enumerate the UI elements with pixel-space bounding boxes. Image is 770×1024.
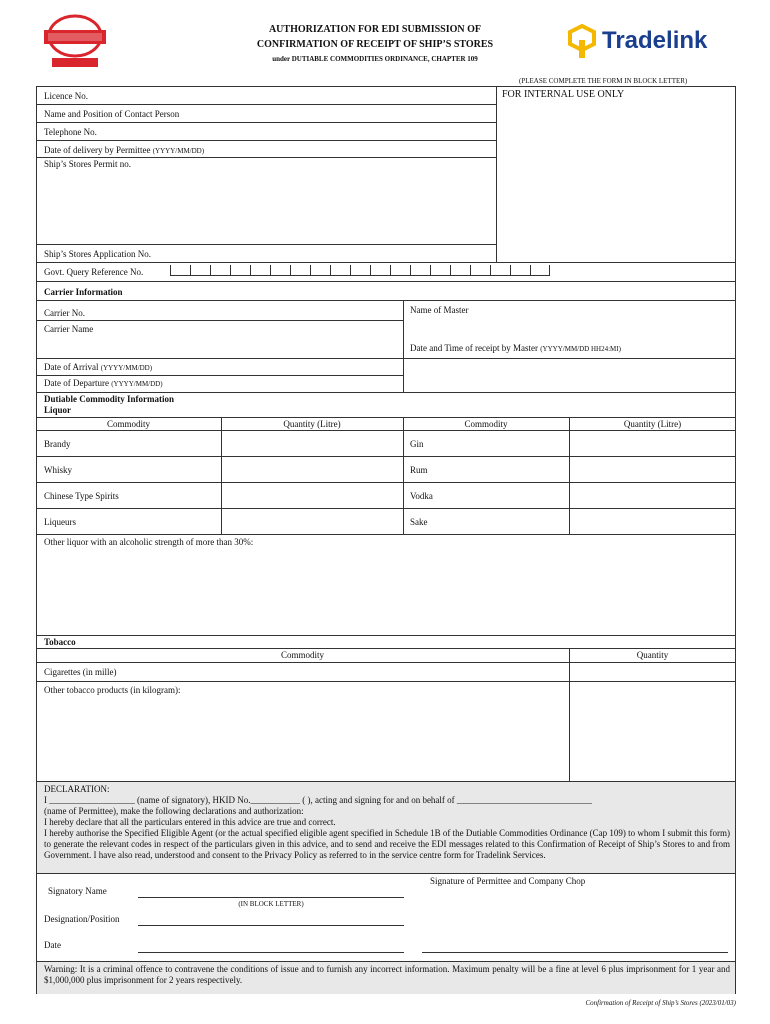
- liquor-item-rum: Rum: [410, 465, 428, 475]
- liquor-item-sake: Sake: [410, 517, 428, 527]
- arrival-date-label: Date of Arrival (YYYY/MM/DD): [44, 362, 153, 372]
- liquor-col-commodity-right: Commodity: [464, 419, 508, 429]
- liquor-item-brandy: Brandy: [44, 439, 71, 449]
- other-tobacco-label: Other tobacco products (in kilogram):: [44, 685, 181, 695]
- date-label: Date: [44, 940, 61, 950]
- declaration-line1: I ___________________ (name of signatory), HKID No.___________ ( ), acting and signing for and on behalf of ______________________________: [44, 795, 592, 805]
- date-line[interactable]: [138, 952, 404, 953]
- designation-line[interactable]: [138, 925, 404, 926]
- receipt-time-label: Date and Time of receipt by Master (YYYY/MM/DD HH24:MI): [410, 343, 621, 353]
- cigarettes-label: Cigarettes (in mille): [44, 667, 117, 677]
- carrier-name-label: Carrier Name: [44, 324, 94, 334]
- liquor-item-chinese-spirits: Chinese Type Spirits: [44, 491, 119, 501]
- carrier-section-title: Carrier Information: [44, 287, 123, 297]
- carrier-no-label: Carrier No.: [44, 308, 85, 318]
- form-title-line2: CONFIRMATION OF RECEIPT OF SHIP’S STORES: [256, 39, 494, 50]
- signature-label: Signature of Permittee and Company Chop: [430, 876, 586, 886]
- declaration-line4: I hereby authorise the Specified Eligible Agent (or the actual specified eligible agent specified in Schedule 1B of the Dutiable Commodities Ordinance (Cap 109) to whom I submit this form) to generate the relevant codes in respect of the particulars given in this advice, and to send and receive the EDI messages related to this Confirmation of Receipt of Ship’s Stores to and from Government. I have also read, understood and consent to the Privacy Policy as referred to in the service centre form for Tradelink Services.: [44, 828, 730, 860]
- tradelink-seal-logo: [38, 14, 112, 70]
- form-title-line1: AUTHORIZATION FOR EDI SUBMISSION OF: [268, 24, 482, 35]
- departure-date-label: Date of Departure (YYYY/MM/DD): [44, 378, 163, 388]
- permit-no-label: Ship’s Stores Permit no.: [44, 159, 132, 169]
- delivery-date-label: Date of delivery by Permittee (YYYY/MM/DD): [44, 145, 205, 155]
- footer-form-version: Confirmation of Receipt of Ship’s Stores (2023/01/03): [585, 999, 736, 1007]
- declaration-line3: I hereby declare that all the particulars entered in this advice are true and correct.: [44, 817, 336, 827]
- signature-line[interactable]: [422, 952, 728, 953]
- block-letter-note: (IN BLOCK LETTER): [238, 900, 304, 908]
- tradelink-brand-logo: [566, 22, 736, 62]
- liquor-col-commodity-left: Commodity: [106, 419, 150, 429]
- liquor-section-title: Liquor: [44, 405, 72, 415]
- designation-label: Designation/Position: [44, 914, 120, 924]
- signatory-name-label: Signatory Name: [48, 886, 107, 896]
- contact-person-label: Name and Position of Contact Person: [44, 109, 180, 119]
- tobacco-col-quantity: Quantity: [636, 650, 669, 660]
- form-subtitle: under DUTIABLE COMMODITIES ORDINANCE, CHAPTER 109: [272, 55, 478, 63]
- liquor-item-liqueurs: Liqueurs: [44, 517, 76, 527]
- tobacco-col-commodity: Commodity: [280, 650, 324, 660]
- liquor-item-gin: Gin: [410, 439, 424, 449]
- warning-text: Warning: It is a criminal offence to contravene the conditions of issue and to furnish any incorrect information. Maximum penalty will be a fine at level 6 plus imprisonment for 1 year and $1,000,000 plus imprisonment for 2 years respectively.: [44, 964, 730, 985]
- signatory-name-line[interactable]: [138, 897, 404, 898]
- licence-no-label: Licence No.: [44, 91, 88, 101]
- govt-query-label: Govt. Query Reference No.: [44, 267, 144, 277]
- master-name-label: Name of Master: [410, 305, 469, 315]
- liquor-item-vodka: Vodka: [410, 491, 433, 501]
- declaration-line2: (name of Permittee), make the following declarations and authorization:: [44, 806, 304, 816]
- other-liquor-label: Other liquor with an alcoholic strength of more than 30%:: [44, 537, 254, 547]
- dutiable-section-title: Dutiable Commodity Information: [44, 394, 174, 404]
- internal-use-label: FOR INTERNAL USE ONLY: [502, 89, 625, 100]
- liquor-col-quantity-right: Quantity (Litre): [623, 419, 682, 429]
- brand-name: Tradelink: [602, 27, 708, 54]
- liquor-col-quantity-left: Quantity (Litre): [283, 419, 341, 429]
- declaration-title: DECLARATION:: [44, 784, 110, 794]
- block-letter-instruction: (PLEASE COMPLETE THE FORM IN BLOCK LETTER): [519, 77, 688, 85]
- govt-query-digit-boxes[interactable]: [170, 265, 550, 276]
- application-no-label: Ship’s Stores Application No.: [44, 249, 152, 259]
- liquor-item-whisky: Whisky: [44, 465, 72, 475]
- tobacco-section-title: Tobacco: [44, 637, 76, 647]
- telephone-label: Telephone No.: [44, 127, 97, 137]
